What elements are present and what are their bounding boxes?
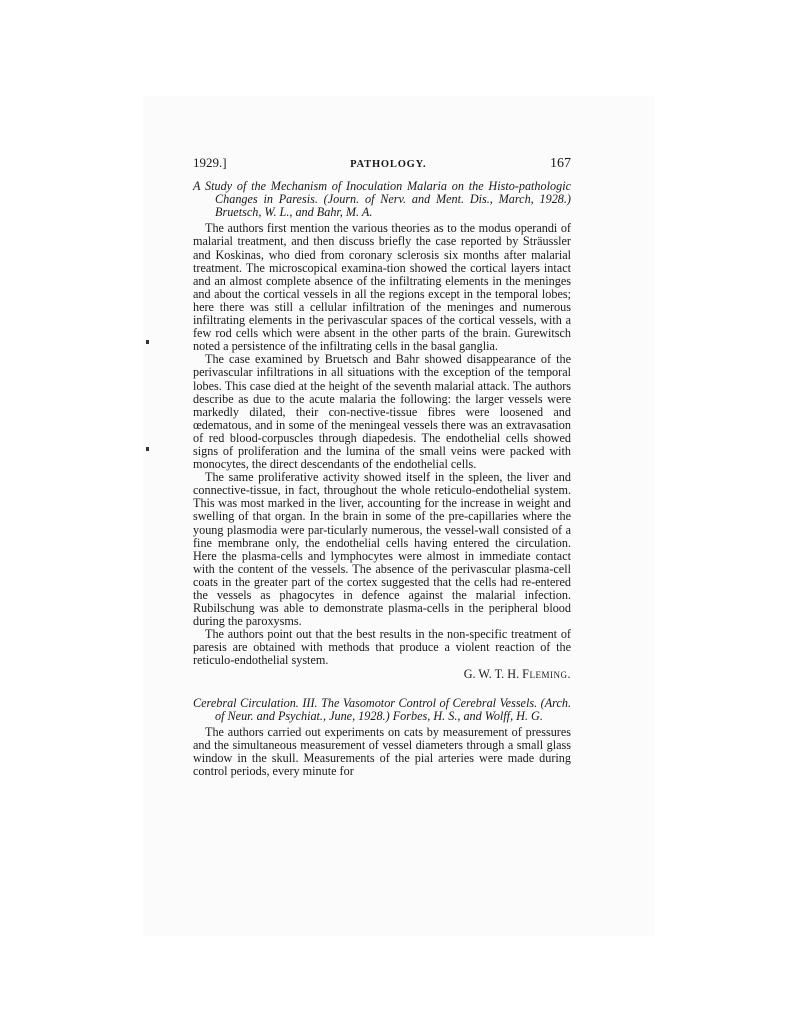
paragraph: The same proliferative activity showed itself in the spleen, the liver and connective-tissue, in fact, throughout the whole reticulo-endothelial system. This was most marked in the liver, accounting for the increase in weight and swelling of that organ. In the brain in some of the pre-capillaries where the young plasmodia were par-ticularly numerous, the vessel-wall consisted of a fine membrane only, the endothelial cells having entered the circulation. Here the plasma-cells and lymphocytes were almost in immediate contact with the content of the vessels. The absence of the perivascular plasma-cell coats in the greater part of the cortex suggested that the cells had re-entered the vessels as phagocytes in defence against the malarial infection. Rubilschung was able to demonstrate plasma-cells in the peripheral blood during the paroxysms. xyxy=(193,470,571,629)
page-number: 167 xyxy=(549,156,571,171)
paragraph: The case examined by Bruetsch and Bahr showed disappearance of the perivascular infiltrations in all situations with the exception of the temporal lobes. This case died at the height of the seventh malarial attack. The authors describe as due to the acute malaria the following: the larger vessels were markedly dilated, their con-nective-tissue fibres were loosened and œdematous, and in some of the meningeal vessels there was an extravasation of red blood-corpuscles through diapedesis. The endothelial cells showed signs of proliferation and the lumina of the small veins were packed with monocytes, the direct descendants of the endothelial cells. xyxy=(193,352,571,472)
paragraph: The authors point out that the best results in the non-specific treatment of paresis are obtained with methods that produce a violent reaction of the reticulo-endothelial system. xyxy=(193,627,571,668)
article-1 xyxy=(193,180,571,681)
article-2 xyxy=(193,697,571,779)
header-year: 1929.] xyxy=(193,155,227,170)
running-head xyxy=(193,156,571,171)
paragraph: The authors carried out experiments on cats by measurement of pressures and the simultaneous measurement of vessel diameters through a small glass window in the skull. Measurements of the pial arteries were made during control periods, every minute for xyxy=(193,724,571,779)
signature xyxy=(193,668,571,681)
article-title: A Study of the Mechanism of Inoculation Malaria on the Histo-pathologic Changes in Paresis. (Journ. of Nerv. and Ment. Dis., March, 1928.) Bruetsch, W. L., and Bahr, M. A. xyxy=(193,179,571,220)
signature-initials: G. W. T. H. xyxy=(463,666,520,681)
text-column xyxy=(193,156,571,778)
paragraph: The authors first mention the various theories as to the modus operandi of malarial treatment, and then discuss briefly the case reported by Sträussler and Koskinas, who died from coronary sclerosis six months after malarial treatment. The microscopical examina-tion showed the cortical layers intact and an almost complete absence of the infiltrating elements in the meninges and about the cortical vessels in all the regions except in the temporal lobes; here there was still a cellular infiltration of the meninges and numerous infiltrating elements in the perivascular spaces of the cortical vessels, with a few rod cells which were absent in the other parts of the brain. Gurewitsch noted a persistence of the infiltrating cells in the basal ganglia. xyxy=(193,221,571,354)
margin-mark xyxy=(146,340,149,344)
margin-mark xyxy=(146,447,149,451)
article-title: Cerebral Circulation. III. The Vasomotor Control of Cerebral Vessels. (Arch. of Neur. and Psychiat., June, 1928.) Forbes, H. S., and Wolff, H. G. xyxy=(193,695,571,723)
header-section: PATHOLOGY. xyxy=(350,159,427,170)
signature-name: Fleming. xyxy=(522,666,571,681)
